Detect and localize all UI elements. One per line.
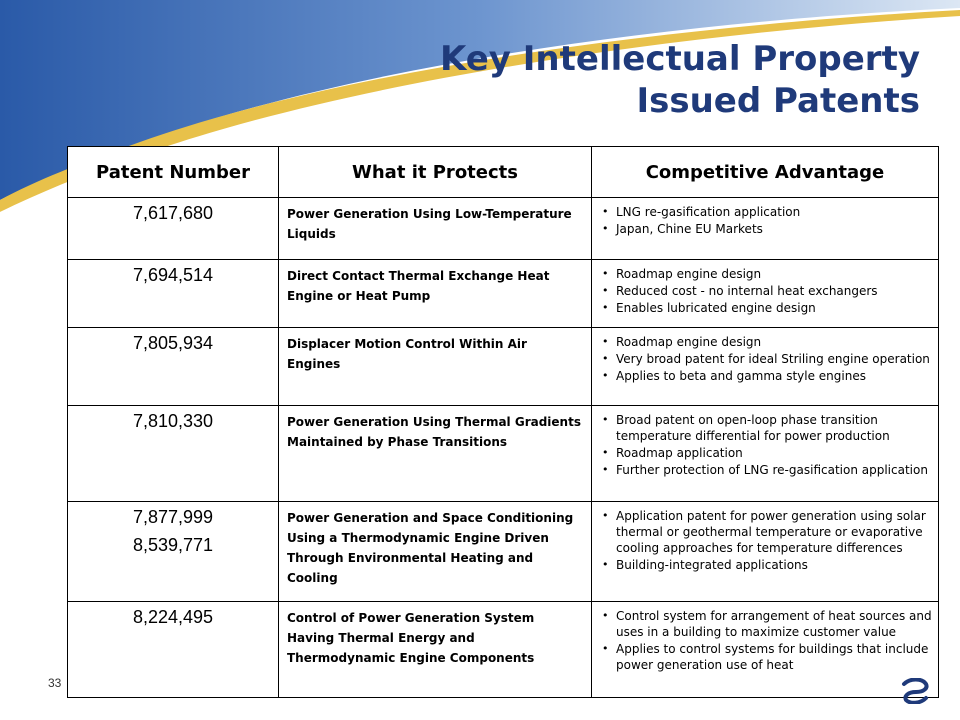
patent-number: 7,877,999	[132, 507, 214, 527]
header-what-it-protects: What it Protects	[279, 147, 592, 198]
table-row	[68, 260, 939, 328]
patent-number-cell	[68, 602, 279, 698]
header-patent-number: Patent Number	[68, 147, 279, 198]
patent-number: 7,617,680	[132, 203, 214, 223]
advantage-item: • Application patent for power generation using solar thermal or geothermal temperature or evaporative cooling approaches for temperature differences	[616, 508, 932, 556]
advantage-item: • Roadmap engine design	[616, 266, 932, 282]
advantage-cell	[592, 602, 939, 698]
patent-number: 7,810,330	[132, 411, 214, 431]
title-line-2: Issued Patents	[636, 81, 920, 121]
patent-number-cell	[68, 406, 279, 502]
page-title	[440, 38, 920, 122]
patent-number: 7,694,514	[132, 265, 214, 285]
protects-cell: Power Generation Using Thermal Gradients Maintained by Phase Transitions	[279, 406, 592, 502]
advantage-cell	[592, 406, 939, 502]
patent-number-cell	[68, 260, 279, 328]
advantage-cell	[592, 328, 939, 406]
advantage-item: • Control system for arrangement of heat sources and uses in a building to maximize customer value	[616, 608, 932, 640]
protects-cell: Control of Power Generation System Having Thermal Energy and Thermodynamic Engine Components	[279, 602, 592, 698]
advantage-cell	[592, 260, 939, 328]
page-number: 33	[48, 676, 62, 690]
advantage-cell	[592, 502, 939, 602]
table-row	[68, 602, 939, 698]
patent-number: 8,224,495	[132, 607, 214, 627]
table-row	[68, 198, 939, 260]
protects-cell: Power Generation and Space Conditioning Using a Thermodynamic Engine Driven Through Environmental Heating and Cooling	[279, 502, 592, 602]
patent-number-cell	[68, 328, 279, 406]
advantage-item: • Applies to beta and gamma style engines	[616, 368, 932, 384]
advantage-item: • Very broad patent for ideal Striling engine operation	[616, 351, 932, 367]
advantage-item: • Further protection of LNG re-gasification application	[616, 462, 932, 478]
advantage-item: • Reduced cost - no internal heat exchangers	[616, 283, 932, 299]
advantage-cell	[592, 198, 939, 260]
table-row	[68, 406, 939, 502]
advantage-item: • Building-integrated applications	[616, 557, 932, 573]
patent-number-cell	[68, 198, 279, 260]
patent-number: 8,539,771	[132, 535, 214, 555]
patent-number-cell	[68, 502, 279, 602]
header-competitive-advantage: Competitive Advantage	[592, 147, 939, 198]
title-line-1: Key Intellectual Property	[439, 39, 920, 79]
advantage-item: • Roadmap engine design	[616, 334, 932, 350]
advantage-item: • Applies to control systems for buildings that include power generation use of heat	[616, 641, 932, 673]
advantage-item: • Enables lubricated engine design	[616, 300, 932, 316]
protects-cell: Displacer Motion Control Within Air Engines	[279, 328, 592, 406]
table-row	[68, 502, 939, 602]
advantage-item: • Roadmap application	[616, 445, 932, 461]
patent-number: 7,805,934	[132, 333, 214, 353]
advantage-item: • Japan, Chine EU Markets	[616, 221, 932, 237]
protects-cell: Power Generation Using Low-Temperature Liquids	[279, 198, 592, 260]
advantage-item: • LNG re-gasification application	[616, 204, 932, 220]
protects-cell: Direct Contact Thermal Exchange Heat Engine or Heat Pump	[279, 260, 592, 328]
table-row	[68, 328, 939, 406]
advantage-item: • Broad patent on open-loop phase transition temperature differential for power production	[616, 412, 932, 444]
header-row	[68, 147, 939, 198]
patents-table	[67, 146, 939, 698]
company-logo-icon	[900, 678, 930, 704]
